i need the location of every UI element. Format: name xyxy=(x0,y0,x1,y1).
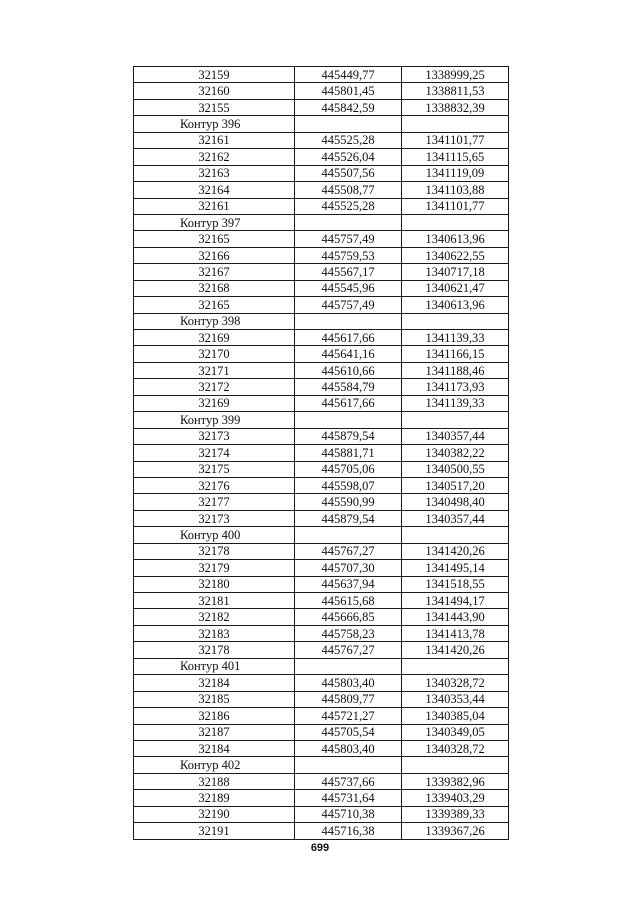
table-row xyxy=(134,806,509,822)
y-coordinate-cell: 1341166,15 xyxy=(402,346,509,362)
table-row xyxy=(134,790,509,806)
contour-header-row xyxy=(134,527,509,543)
empty-cell xyxy=(402,757,509,773)
point-number-cell: 32176 xyxy=(134,477,295,493)
x-coordinate-cell: 445567,17 xyxy=(295,264,402,280)
contour-label: Контур 400 xyxy=(134,527,295,543)
point-number-cell: 32167 xyxy=(134,264,295,280)
x-coordinate-cell: 445758,23 xyxy=(295,625,402,641)
contour-header-row xyxy=(134,313,509,329)
table-row xyxy=(134,264,509,280)
y-coordinate-cell: 1339382,96 xyxy=(402,773,509,789)
point-number-cell: 32163 xyxy=(134,165,295,181)
point-number-cell: 32166 xyxy=(134,247,295,263)
x-coordinate-cell: 445879,54 xyxy=(295,510,402,526)
point-number-cell: 32188 xyxy=(134,773,295,789)
point-number-cell: 32180 xyxy=(134,576,295,592)
y-coordinate-cell: 1341494,17 xyxy=(402,593,509,609)
y-coordinate-cell: 1339367,26 xyxy=(402,823,509,839)
point-number-cell: 32165 xyxy=(134,297,295,313)
point-number-cell: 32171 xyxy=(134,362,295,378)
table-row xyxy=(134,625,509,641)
empty-cell xyxy=(402,527,509,543)
page-number: 699 xyxy=(310,842,330,854)
table-row xyxy=(134,543,509,559)
x-coordinate-cell: 445705,54 xyxy=(295,724,402,740)
y-coordinate-cell: 1339403,29 xyxy=(402,790,509,806)
y-coordinate-cell: 1340717,18 xyxy=(402,264,509,280)
coordinates-table xyxy=(133,66,509,840)
y-coordinate-cell: 1341188,46 xyxy=(402,362,509,378)
contour-label: Контур 402 xyxy=(134,757,295,773)
x-coordinate-cell: 445666,85 xyxy=(295,609,402,625)
y-coordinate-cell: 1341495,14 xyxy=(402,560,509,576)
coordinates-table-body xyxy=(134,67,509,840)
y-coordinate-cell: 1340621,47 xyxy=(402,280,509,296)
x-coordinate-cell: 445801,45 xyxy=(295,83,402,99)
y-coordinate-cell: 1340517,20 xyxy=(402,477,509,493)
y-coordinate-cell: 1341139,33 xyxy=(402,330,509,346)
point-number-cell: 32182 xyxy=(134,609,295,625)
x-coordinate-cell: 445508,77 xyxy=(295,182,402,198)
table-row xyxy=(134,231,509,247)
table-row xyxy=(134,708,509,724)
point-number-cell: 32161 xyxy=(134,198,295,214)
y-coordinate-cell: 1341115,65 xyxy=(402,149,509,165)
table-row xyxy=(134,330,509,346)
y-coordinate-cell: 1340349,05 xyxy=(402,724,509,740)
point-number-cell: 32179 xyxy=(134,560,295,576)
y-coordinate-cell: 1341119,09 xyxy=(402,165,509,181)
y-coordinate-cell: 1340622,55 xyxy=(402,247,509,263)
x-coordinate-cell: 445615,68 xyxy=(295,593,402,609)
empty-cell xyxy=(295,658,402,674)
table-row xyxy=(134,428,509,444)
y-coordinate-cell: 1339389,33 xyxy=(402,806,509,822)
table-row xyxy=(134,165,509,181)
contour-header-row xyxy=(134,757,509,773)
point-number-cell: 32190 xyxy=(134,806,295,822)
x-coordinate-cell: 445803,40 xyxy=(295,740,402,756)
x-coordinate-cell: 445879,54 xyxy=(295,428,402,444)
table-row xyxy=(134,773,509,789)
y-coordinate-cell: 1340353,44 xyxy=(402,691,509,707)
point-number-cell: 32173 xyxy=(134,510,295,526)
point-number-cell: 32186 xyxy=(134,708,295,724)
x-coordinate-cell: 445716,38 xyxy=(295,823,402,839)
x-coordinate-cell: 445803,40 xyxy=(295,675,402,691)
table-row xyxy=(134,280,509,296)
table-row xyxy=(134,67,509,83)
y-coordinate-cell: 1340357,44 xyxy=(402,428,509,444)
y-coordinate-cell: 1340357,44 xyxy=(402,510,509,526)
contour-label: Контур 401 xyxy=(134,658,295,674)
table-row xyxy=(134,642,509,658)
y-coordinate-cell: 1338811,53 xyxy=(402,83,509,99)
point-number-cell: 32162 xyxy=(134,149,295,165)
y-coordinate-cell: 1340498,40 xyxy=(402,494,509,510)
point-number-cell: 32187 xyxy=(134,724,295,740)
contour-label: Контур 399 xyxy=(134,412,295,428)
table-row xyxy=(134,99,509,115)
x-coordinate-cell: 445617,66 xyxy=(295,330,402,346)
point-number-cell: 32184 xyxy=(134,675,295,691)
y-coordinate-cell: 1338999,25 xyxy=(402,67,509,83)
x-coordinate-cell: 445737,66 xyxy=(295,773,402,789)
table-row xyxy=(134,445,509,461)
x-coordinate-cell: 445590,99 xyxy=(295,494,402,510)
empty-cell xyxy=(402,214,509,230)
contour-label: Контур 398 xyxy=(134,313,295,329)
y-coordinate-cell: 1340328,72 xyxy=(402,740,509,756)
table-row xyxy=(134,477,509,493)
table-row xyxy=(134,362,509,378)
y-coordinate-cell: 1341101,77 xyxy=(402,198,509,214)
empty-cell xyxy=(295,214,402,230)
x-coordinate-cell: 445757,49 xyxy=(295,231,402,247)
point-number-cell: 32155 xyxy=(134,99,295,115)
table-row xyxy=(134,823,509,839)
x-coordinate-cell: 445757,49 xyxy=(295,297,402,313)
x-coordinate-cell: 445507,56 xyxy=(295,165,402,181)
contour-header-row xyxy=(134,658,509,674)
y-coordinate-cell: 1338832,39 xyxy=(402,99,509,115)
x-coordinate-cell: 445842,59 xyxy=(295,99,402,115)
point-number-cell: 32184 xyxy=(134,740,295,756)
point-number-cell: 32165 xyxy=(134,231,295,247)
x-coordinate-cell: 445767,27 xyxy=(295,642,402,658)
contour-header-row xyxy=(134,214,509,230)
x-coordinate-cell: 445598,07 xyxy=(295,477,402,493)
table-row xyxy=(134,593,509,609)
x-coordinate-cell: 445767,27 xyxy=(295,543,402,559)
table-row xyxy=(134,198,509,214)
table-row xyxy=(134,675,509,691)
x-coordinate-cell: 445641,16 xyxy=(295,346,402,362)
point-number-cell: 32168 xyxy=(134,280,295,296)
contour-label: Контур 397 xyxy=(134,214,295,230)
y-coordinate-cell: 1341173,93 xyxy=(402,379,509,395)
point-number-cell: 32160 xyxy=(134,83,295,99)
empty-cell xyxy=(402,658,509,674)
table-row xyxy=(134,149,509,165)
table-row xyxy=(134,247,509,263)
point-number-cell: 32164 xyxy=(134,182,295,198)
table-row xyxy=(134,740,509,756)
point-number-cell: 32169 xyxy=(134,330,295,346)
y-coordinate-cell: 1341101,77 xyxy=(402,132,509,148)
x-coordinate-cell: 445707,30 xyxy=(295,560,402,576)
table-row xyxy=(134,379,509,395)
x-coordinate-cell: 445584,79 xyxy=(295,379,402,395)
point-number-cell: 32172 xyxy=(134,379,295,395)
y-coordinate-cell: 1341139,33 xyxy=(402,395,509,411)
x-coordinate-cell: 445881,71 xyxy=(295,445,402,461)
empty-cell xyxy=(295,116,402,132)
point-number-cell: 32174 xyxy=(134,445,295,461)
x-coordinate-cell: 445721,27 xyxy=(295,708,402,724)
table-row xyxy=(134,724,509,740)
x-coordinate-cell: 445710,38 xyxy=(295,806,402,822)
y-coordinate-cell: 1340613,96 xyxy=(402,297,509,313)
point-number-cell: 32183 xyxy=(134,625,295,641)
table-row xyxy=(134,510,509,526)
table-row xyxy=(134,461,509,477)
table-row xyxy=(134,691,509,707)
point-number-cell: 32173 xyxy=(134,428,295,444)
point-number-cell: 32175 xyxy=(134,461,295,477)
x-coordinate-cell: 445809,77 xyxy=(295,691,402,707)
point-number-cell: 32177 xyxy=(134,494,295,510)
point-number-cell: 32161 xyxy=(134,132,295,148)
x-coordinate-cell: 445637,94 xyxy=(295,576,402,592)
x-coordinate-cell: 445617,66 xyxy=(295,395,402,411)
y-coordinate-cell: 1341420,26 xyxy=(402,543,509,559)
table-row xyxy=(134,346,509,362)
table-row xyxy=(134,576,509,592)
x-coordinate-cell: 445545,96 xyxy=(295,280,402,296)
x-coordinate-cell: 445610,66 xyxy=(295,362,402,378)
x-coordinate-cell: 445526,04 xyxy=(295,149,402,165)
y-coordinate-cell: 1341443,90 xyxy=(402,609,509,625)
table-row xyxy=(134,395,509,411)
y-coordinate-cell: 1340382,22 xyxy=(402,445,509,461)
contour-header-row xyxy=(134,116,509,132)
point-number-cell: 32170 xyxy=(134,346,295,362)
empty-cell xyxy=(402,313,509,329)
y-coordinate-cell: 1341420,26 xyxy=(402,642,509,658)
y-coordinate-cell: 1340500,55 xyxy=(402,461,509,477)
empty-cell xyxy=(402,412,509,428)
empty-cell xyxy=(295,412,402,428)
contour-header-row xyxy=(134,412,509,428)
x-coordinate-cell: 445705,06 xyxy=(295,461,402,477)
point-number-cell: 32191 xyxy=(134,823,295,839)
y-coordinate-cell: 1341518,55 xyxy=(402,576,509,592)
point-number-cell: 32178 xyxy=(134,642,295,658)
point-number-cell: 32181 xyxy=(134,593,295,609)
table-row xyxy=(134,182,509,198)
x-coordinate-cell: 445525,28 xyxy=(295,132,402,148)
empty-cell xyxy=(295,757,402,773)
table-row xyxy=(134,609,509,625)
point-number-cell: 32185 xyxy=(134,691,295,707)
point-number-cell: 32178 xyxy=(134,543,295,559)
empty-cell xyxy=(295,313,402,329)
y-coordinate-cell: 1341413,78 xyxy=(402,625,509,641)
point-number-cell: 32159 xyxy=(134,67,295,83)
table-row xyxy=(134,297,509,313)
empty-cell xyxy=(402,116,509,132)
y-coordinate-cell: 1340328,72 xyxy=(402,675,509,691)
y-coordinate-cell: 1340613,96 xyxy=(402,231,509,247)
table-row xyxy=(134,132,509,148)
empty-cell xyxy=(295,527,402,543)
table-row xyxy=(134,83,509,99)
x-coordinate-cell: 445731,64 xyxy=(295,790,402,806)
x-coordinate-cell: 445759,53 xyxy=(295,247,402,263)
x-coordinate-cell: 445449,77 xyxy=(295,67,402,83)
x-coordinate-cell: 445525,28 xyxy=(295,198,402,214)
table-row xyxy=(134,560,509,576)
y-coordinate-cell: 1341103,88 xyxy=(402,182,509,198)
point-number-cell: 32189 xyxy=(134,790,295,806)
y-coordinate-cell: 1340385,04 xyxy=(402,708,509,724)
contour-label: Контур 396 xyxy=(134,116,295,132)
table-row xyxy=(134,494,509,510)
point-number-cell: 32169 xyxy=(134,395,295,411)
